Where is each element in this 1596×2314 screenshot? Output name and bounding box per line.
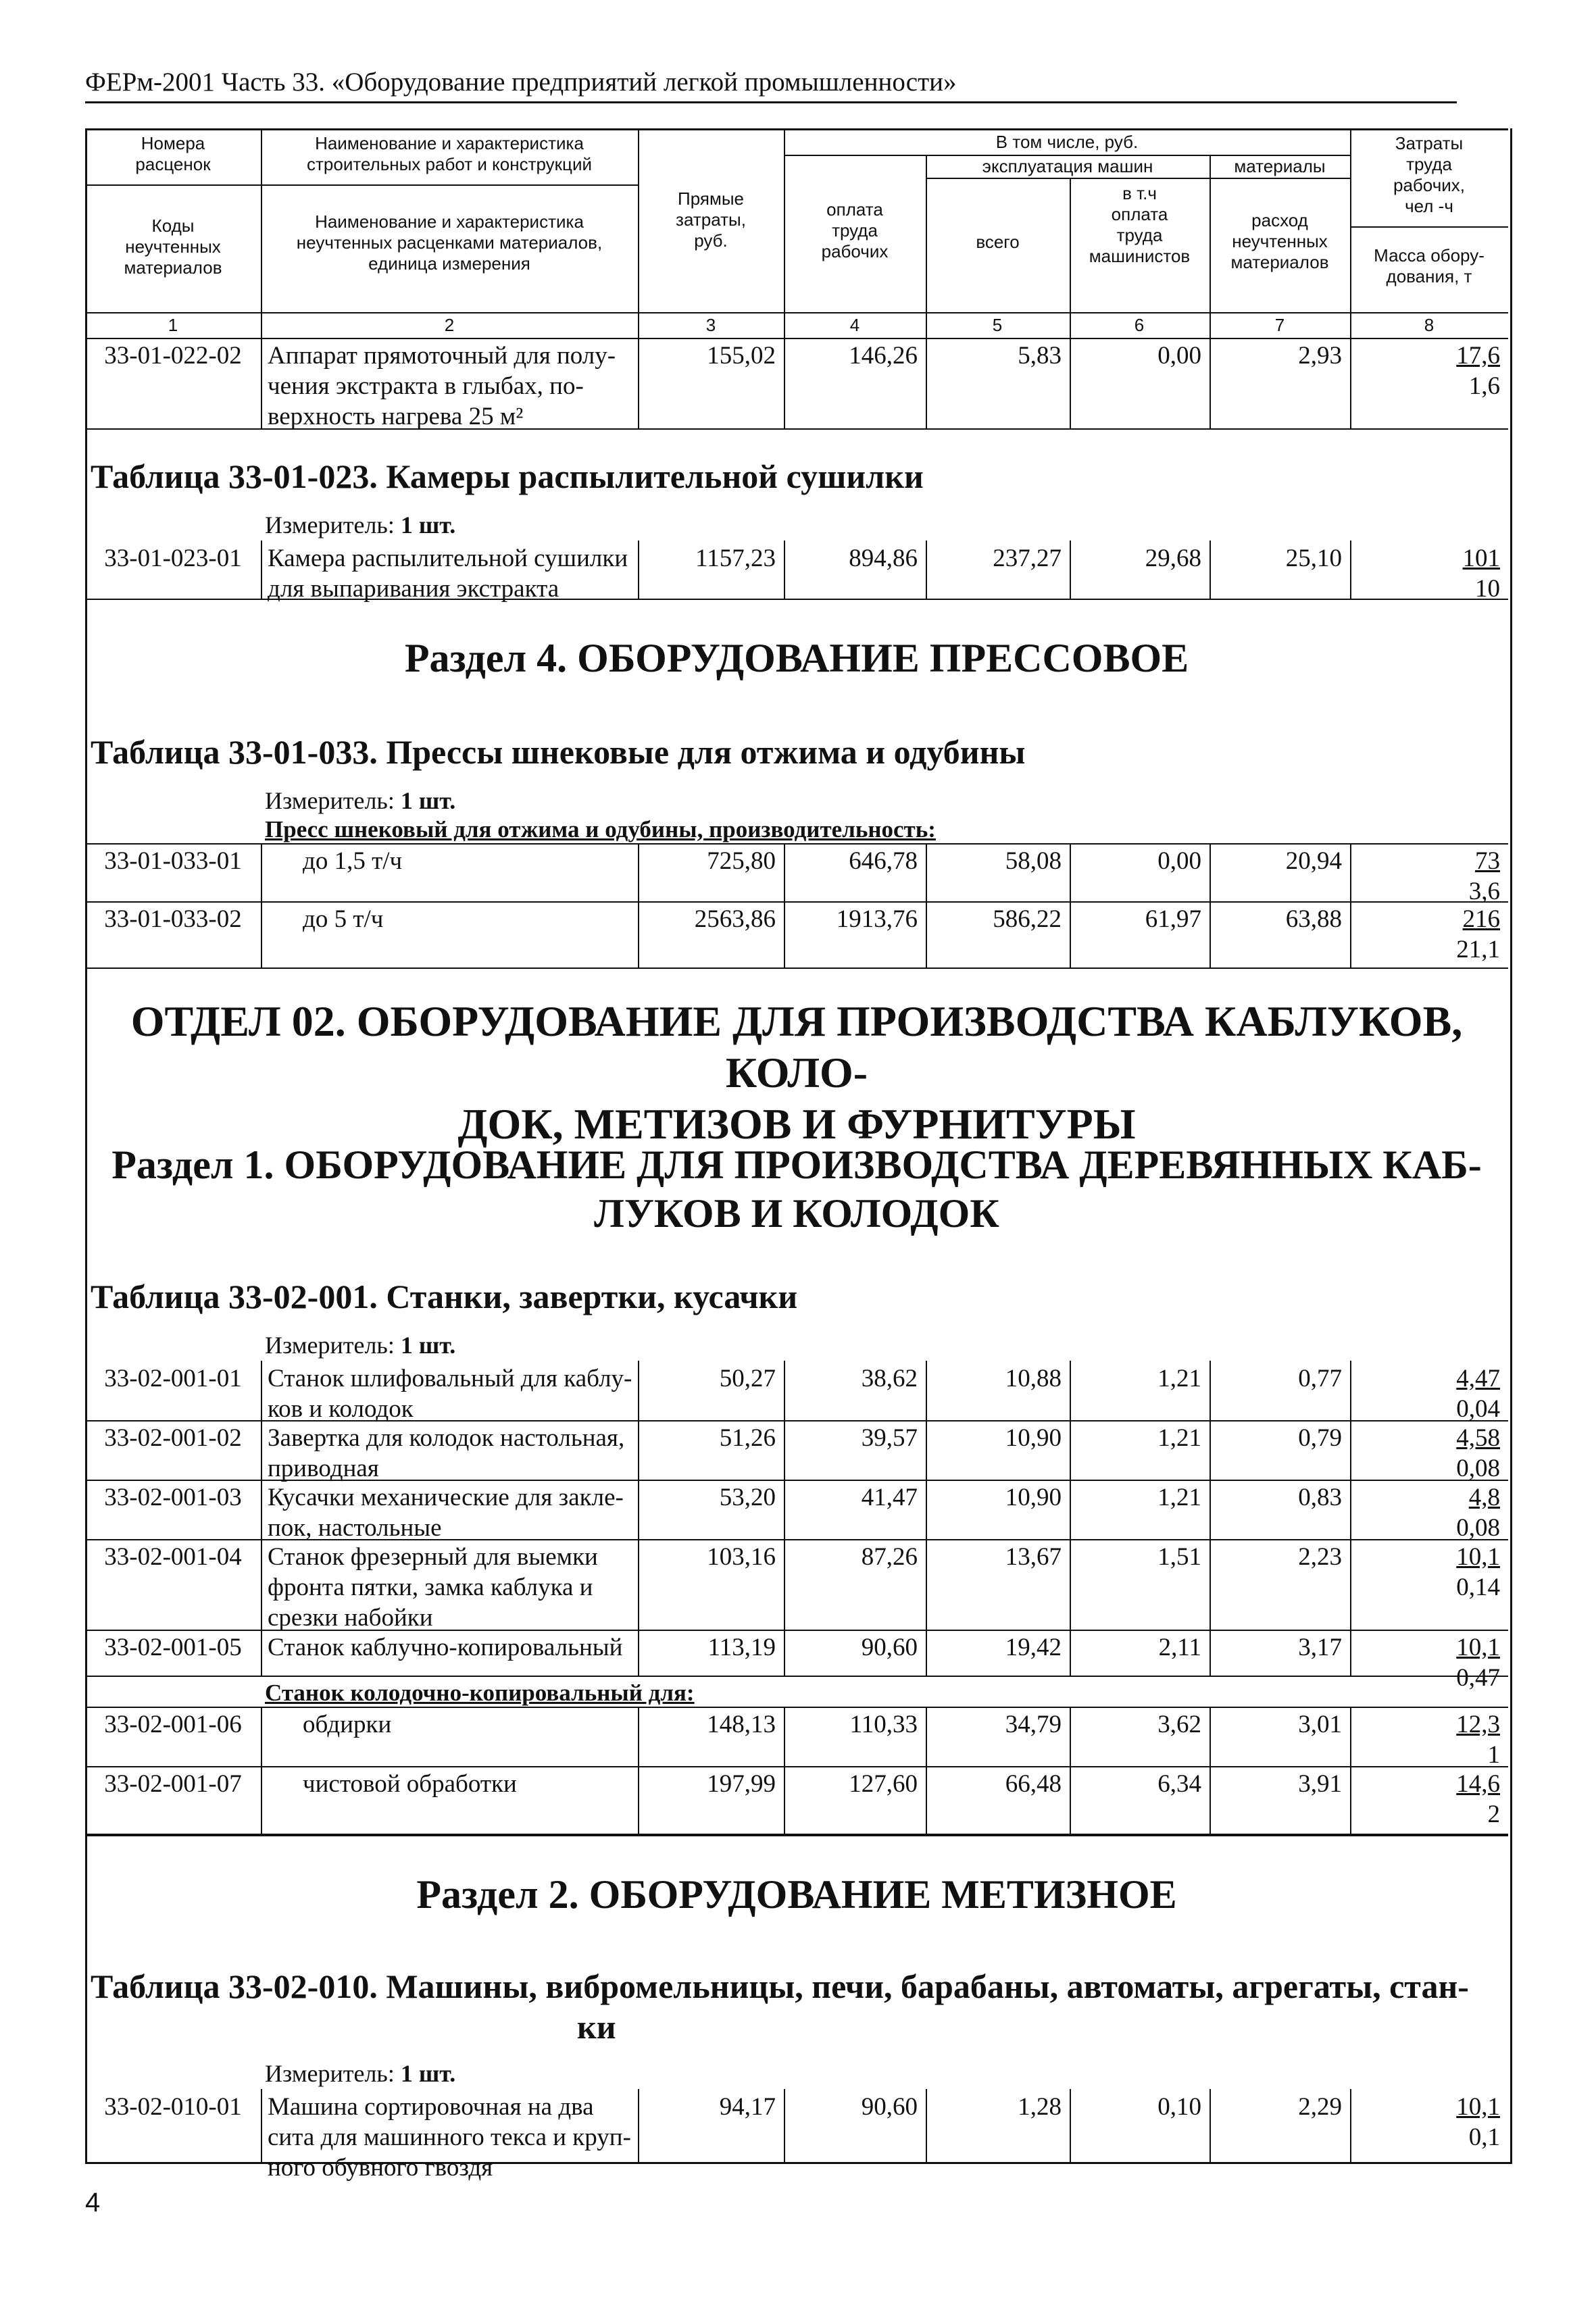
- row-machines: 13,67: [926, 1539, 1070, 1630]
- row-mass: 3,6: [1468, 878, 1500, 905]
- row-name: до 5 т/ч: [261, 901, 638, 967]
- row-machines: 66,48: [926, 1766, 1070, 1834]
- row-code: 33-02-001-06: [104, 1711, 242, 1738]
- row-machinists: 1,51: [1070, 1539, 1210, 1630]
- row-machinists: 61,97: [1070, 901, 1210, 967]
- row-direct: 148,13: [638, 1707, 784, 1766]
- table-row: [85, 1420, 1508, 1481]
- col-machines-total: всего: [976, 232, 1020, 252]
- row-machines: 237,27: [926, 540, 1070, 599]
- row-name: обдирки: [261, 1707, 638, 1766]
- row-materials: 0,83: [1210, 1480, 1350, 1539]
- row-code: 33-02-010-01: [104, 2093, 242, 2121]
- table-row: [85, 1630, 1508, 1692]
- row-labor-pay: 90,60: [784, 1630, 926, 1676]
- colnum-8: 8: [1424, 315, 1435, 335]
- table-row: [85, 540, 1508, 603]
- row-name: Станок каблучно-копировальный: [261, 1630, 638, 1676]
- row-labor-mass: [1350, 338, 1508, 428]
- row-labor: 14,6: [1456, 1770, 1500, 1798]
- row-machines: 34,79: [926, 1707, 1070, 1766]
- row-materials: 3,91: [1210, 1766, 1350, 1834]
- row-labor: 73: [1475, 847, 1500, 875]
- row-direct: 2563,86: [638, 901, 784, 967]
- row-labor: 10,1: [1456, 1634, 1500, 1661]
- row-mass: 1: [1487, 1741, 1500, 1769]
- department-02-title: ОТДЕЛ 02. ОБОРУДОВАНИЕ ДЛЯ ПРОИЗВОДСТВА КАБЛУКОВ, КОЛО- ДОК, МЕТИЗОВ И ФУРНИТУРЫ: [130, 997, 1463, 1148]
- row-labor-mass: [1350, 1480, 1508, 1542]
- table-title-001: Таблица 33-02-001. Станки, завертки, кусачки: [91, 1278, 798, 1315]
- row-labor-mass: [1350, 1707, 1508, 1769]
- row-labor-pay: 894,86: [784, 540, 926, 599]
- col-materials: расход неучтенных материалов: [1230, 210, 1329, 272]
- col-labor-pay: оплата труда рабочих: [821, 199, 889, 261]
- table-row: [85, 1361, 1508, 1422]
- meter-033: Измеритель: 1 шт.: [265, 787, 456, 814]
- row-mass: 0,04: [1456, 1395, 1500, 1423]
- row-machinists: 1,21: [1070, 1420, 1210, 1480]
- row-materials: 2,23: [1210, 1539, 1350, 1630]
- row-machines: 5,83: [926, 338, 1070, 428]
- row-code: 33-02-001-05: [104, 1634, 242, 1661]
- row-machinists: 3,62: [1070, 1707, 1210, 1766]
- row-labor-mass: [1350, 540, 1508, 603]
- table-title-033: Таблица 33-01-033. Прессы шнековые для отжима и одубины: [91, 733, 1026, 771]
- row-materials: 0,77: [1210, 1361, 1350, 1420]
- row-machinists: 1,21: [1070, 1361, 1210, 1420]
- row-mass: 1,6: [1468, 372, 1500, 400]
- row-code: 33-01-023-01: [104, 545, 242, 572]
- row-name: Камера распылительной сушилки для выпаривания экстракта: [261, 540, 638, 599]
- section-1-title: Раздел 1. ОБОРУДОВАНИЕ ДЛЯ ПРОИЗВОДСТВА ДЕРЕВЯННЫХ КАБ- ЛУКОВ И КОЛОДОК: [111, 1142, 1482, 1236]
- row-machines: 586,22: [926, 901, 1070, 967]
- row-machinists: 6,34: [1070, 1766, 1210, 1834]
- row-labor: 216: [1462, 905, 1500, 933]
- col-name-bottom: Наименование и характеристика неучтенных расценками материалов, единица измерения: [296, 211, 603, 274]
- table-title-023: Таблица 33-01-023. Камеры распылительной сушилки: [91, 457, 924, 495]
- row-mass: 21,1: [1456, 936, 1500, 963]
- colnum-6: 6: [1134, 315, 1145, 335]
- row-mass: 0,08: [1456, 1514, 1500, 1542]
- row-materials: 20,94: [1210, 843, 1350, 901]
- row-machines: 58,08: [926, 843, 1070, 901]
- section-4-title: Раздел 4. ОБОРУДОВАНИЕ ПРЕССОВОЕ: [404, 636, 1189, 680]
- colnum-7: 7: [1274, 315, 1285, 335]
- row-name: Машина сортировочная на два сита для машинного текса и круп- ного обувного гвоздя: [261, 2089, 638, 2162]
- col-codes-bottom: Коды неучтенных материалов: [124, 216, 222, 278]
- col-name-top: Наименование и характеристика строительных работ и конструкций: [306, 133, 592, 174]
- row-machinists: 0,00: [1070, 843, 1210, 901]
- row-name: Станок шлифовальный для каблу- ков и колодок: [261, 1361, 638, 1420]
- row-labor: 10,1: [1456, 2093, 1500, 2121]
- row-labor-mass: [1350, 1361, 1508, 1423]
- row-labor-pay: 39,57: [784, 1420, 926, 1480]
- row-mass: 2: [1487, 1801, 1500, 1828]
- row-name: Станок фрезерный для выемки фронта пятки, замка каблука и срезки набойки: [261, 1539, 638, 1630]
- row-machinists: 29,68: [1070, 540, 1210, 599]
- row-mass: 10: [1475, 575, 1500, 603]
- col-mass-bottom: Масса обору- дования, т: [1374, 245, 1485, 286]
- row-direct: 53,20: [638, 1480, 784, 1539]
- col-machinists: в т.ч оплата труда машинистов: [1089, 183, 1191, 266]
- row-labor: 12,3: [1456, 1711, 1500, 1738]
- row-name: до 1,5 т/ч: [261, 843, 638, 901]
- row-labor-pay: 146,26: [784, 338, 926, 428]
- row-direct: 94,17: [638, 2089, 784, 2162]
- row-machines: 19,42: [926, 1630, 1070, 1676]
- row-mass: 0,14: [1456, 1574, 1500, 1601]
- row-direct: 51,26: [638, 1420, 784, 1480]
- row-labor-mass: [1350, 2089, 1508, 2162]
- colnum-1: 1: [168, 315, 178, 335]
- row-materials: 3,17: [1210, 1630, 1350, 1676]
- row-labor: 4,8: [1468, 1484, 1500, 1511]
- table-title-010: Таблица 33-02-010. Машины, вибромельницы, печи, барабаны, автоматы, агрегаты, стан- ки: [91, 1967, 1469, 2046]
- col-direct: Прямые затраты, руб.: [676, 188, 746, 251]
- col-machines-label: эксплуатация машин: [982, 156, 1153, 176]
- page-header: ФЕРм-2001 Часть 33. «Оборудование предприятий легкой промышленности»: [85, 64, 1457, 103]
- col-materials-label: материалы: [1234, 156, 1326, 176]
- row-code: 33-01-033-01: [104, 847, 242, 875]
- row-labor-mass: [1350, 901, 1508, 967]
- row-name: чистовой обработки: [261, 1766, 638, 1834]
- row-machines: 10,90: [926, 1480, 1070, 1539]
- table-row: [85, 901, 1508, 969]
- row-labor-pay: 110,33: [784, 1707, 926, 1766]
- row-direct: 103,16: [638, 1539, 784, 1630]
- row-machinists: 0,10: [1070, 2089, 1210, 2162]
- press-group-heading: Пресс шнековый для отжима и одубины, производительность:: [85, 816, 1508, 845]
- table-row: [85, 338, 1508, 430]
- table-row: [85, 1480, 1508, 1540]
- colnum-2: 2: [444, 315, 455, 335]
- row-labor-mass: [1350, 843, 1508, 905]
- row-labor-mass: [1350, 1766, 1508, 1834]
- row-labor-pay: 646,78: [784, 843, 926, 901]
- row-labor-pay: 1913,76: [784, 901, 926, 967]
- table-header: [85, 128, 1508, 333]
- row-mass: 0,47: [1456, 1664, 1500, 1692]
- row-code: 33-02-001-03: [104, 1484, 242, 1511]
- row-code: 33-01-033-02: [104, 905, 242, 933]
- meter-023: Измеритель: 1 шт.: [265, 511, 456, 538]
- row-labor-pay: 38,62: [784, 1361, 926, 1420]
- meter-010: Измеритель: 1 шт.: [265, 2060, 456, 2087]
- column-numbers: [85, 312, 1508, 339]
- row-materials: 0,79: [1210, 1420, 1350, 1480]
- row-materials: 25,10: [1210, 540, 1350, 599]
- row-code: 33-02-001-01: [104, 1365, 242, 1392]
- row-labor: 4,58: [1456, 1424, 1500, 1452]
- row-labor: 10,1: [1456, 1543, 1500, 1571]
- row-direct: 725,80: [638, 843, 784, 901]
- colnum-4: 4: [849, 315, 860, 335]
- row-labor-mass: [1350, 1420, 1508, 1480]
- table-row: [85, 2089, 1508, 2182]
- row-materials: 63,88: [1210, 901, 1350, 967]
- row-direct: 1157,23: [638, 540, 784, 599]
- meter-001: Измеритель: 1 шт.: [265, 1332, 456, 1359]
- row-materials: 2,93: [1210, 338, 1350, 428]
- col-codes-top: Номера расценок: [135, 133, 211, 174]
- row-direct: 197,99: [638, 1766, 784, 1834]
- row-code: 33-02-001-02: [104, 1424, 242, 1452]
- section-2-title: Раздел 2. ОБОРУДОВАНИЕ МЕТИЗНОЕ: [416, 1872, 1177, 1917]
- row-machinists: 0,00: [1070, 338, 1210, 428]
- row-code: 33-02-001-04: [104, 1543, 242, 1571]
- row-labor: 17,6: [1456, 342, 1500, 370]
- row-labor-mass: [1350, 1630, 1508, 1692]
- row-mass: 0,08: [1456, 1455, 1500, 1482]
- row-name: Аппарат прямоточный для полу- чения экстракта в глыбах, по- верхность нагрева 25 м²: [261, 338, 638, 428]
- colnum-5: 5: [992, 315, 1003, 335]
- row-labor-mass: [1350, 1539, 1508, 1630]
- row-mass: 0,1: [1468, 2123, 1500, 2151]
- row-code: 33-01-022-02: [104, 342, 242, 370]
- row-machinists: 1,21: [1070, 1480, 1210, 1539]
- row-materials: 3,01: [1210, 1707, 1350, 1766]
- row-machines: 10,90: [926, 1420, 1070, 1480]
- table-row: [85, 1539, 1508, 1631]
- row-labor-pay: 90,60: [784, 2089, 926, 2162]
- table-row: [85, 1707, 1508, 1767]
- row-labor-pay: 127,60: [784, 1766, 926, 1834]
- col-labor-top: Затраты труда рабочих, чел -ч: [1393, 133, 1465, 216]
- row-code: 33-02-001-07: [104, 1770, 242, 1798]
- col-group-label: В том числе, руб.: [995, 132, 1139, 152]
- row-machinists: 2,11: [1070, 1630, 1210, 1676]
- colnum-3: 3: [705, 315, 716, 335]
- row-labor: 4,47: [1456, 1365, 1500, 1392]
- row-materials: 2,29: [1210, 2089, 1350, 2162]
- row-labor: 101: [1462, 545, 1500, 572]
- row-direct: 50,27: [638, 1361, 784, 1420]
- table-row: [85, 1766, 1508, 1835]
- row-name: Кусачки механические для закле- пок, настольные: [261, 1480, 638, 1539]
- table-row: [85, 843, 1508, 903]
- row-machines: 10,88: [926, 1361, 1070, 1420]
- row-direct: 155,02: [638, 338, 784, 428]
- lathe-group-heading: Станок колодочно-копировальный для:: [85, 1676, 1508, 1708]
- row-machines: 1,28: [926, 2089, 1070, 2162]
- row-labor-pay: 41,47: [784, 1480, 926, 1539]
- page-number: 4: [85, 2188, 101, 2217]
- row-labor-pay: 87,26: [784, 1539, 926, 1630]
- row-name: Завертка для колодок настольная, приводная: [261, 1420, 638, 1480]
- row-direct: 113,19: [638, 1630, 784, 1676]
